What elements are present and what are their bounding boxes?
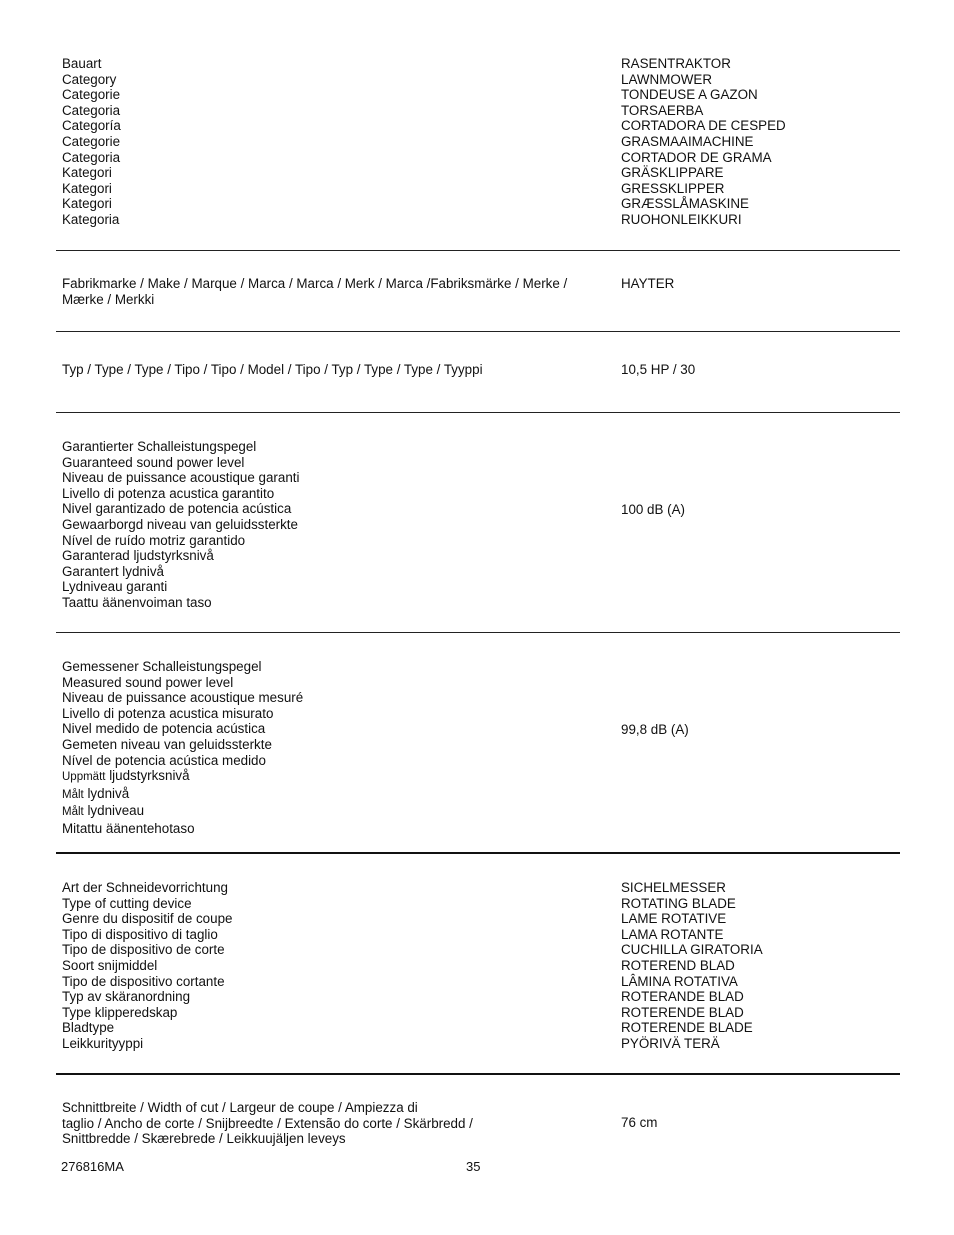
cutting-value: PYÖRIVÄ TERÄ	[621, 1035, 720, 1051]
category-values	[621, 56, 891, 228]
document-code: 276816MA	[61, 1159, 124, 1174]
category-label: Kategori	[62, 165, 112, 181]
guaranteed-label: Nivel garantizado de potencia acústica	[62, 501, 292, 517]
divider	[56, 331, 900, 332]
divider	[56, 412, 900, 413]
category-labels	[62, 56, 602, 228]
cutting-label: Art der Schneidevorrichtung	[62, 880, 228, 895]
cutting-label: Tipo de dispositivo cortante	[62, 973, 225, 989]
measured-labels	[62, 659, 602, 837]
measured-label-prefix: Målt	[62, 806, 84, 819]
guaranteed-label: Guaranteed sound power level	[62, 454, 245, 470]
measured-label-rest: lydniveau	[83, 803, 145, 819]
category-value: GRÆSSLÅMASKINE	[621, 196, 749, 212]
category-value: CORTADOR DE GRAMA	[621, 149, 772, 165]
category-label: Categoría	[62, 118, 121, 134]
guaranteed-label: Garantierter Schalleistungspegel	[62, 439, 257, 454]
cutting-value: SICHELMESSER	[621, 880, 726, 895]
cutting-label: Tipo di dispositivo di taglio	[62, 926, 218, 942]
guaranteed-value: 100 dB (A)	[621, 502, 686, 517]
cutting-value: ROTERANDE BLAD	[621, 989, 744, 1005]
measured-label	[62, 803, 602, 821]
category-value: LAWNMOWER	[621, 71, 713, 87]
guaranteed-label: Gewaarborgd niveau van geluidssterkte	[62, 516, 298, 532]
divider	[56, 250, 900, 251]
cutting-values	[621, 880, 891, 1052]
cutting-label: Leikkurityyppi	[62, 1035, 144, 1051]
category-label: Kategori	[62, 180, 112, 196]
category-label: Categoria	[62, 102, 121, 118]
cutting-label: Typ av skäranordning	[62, 989, 191, 1005]
measured-label: Livello di potenza acustica misurato	[62, 705, 274, 721]
category-value: TONDEUSE A GAZON	[621, 87, 758, 103]
measured-label: Measured sound power level	[62, 674, 234, 690]
guaranteed-label: Lydniveau garanti	[62, 579, 168, 595]
category-value: CORTADORA DE CESPED	[621, 118, 786, 134]
category-value: TORSAERBA	[621, 102, 704, 118]
measured-label	[62, 786, 602, 804]
guaranteed-label: Garanterad ljudstyrksnivå	[62, 548, 214, 564]
guaranteed-labels	[62, 439, 602, 611]
guaranteed-label: Taattu äänenvoiman taso	[62, 594, 212, 610]
category-label: Kategori	[62, 196, 112, 212]
cutting-label: Type of cutting device	[62, 895, 192, 911]
category-label: Categoria	[62, 149, 121, 165]
cutting-value: LAMA ROTANTE	[621, 926, 724, 942]
cutting-label: Genre du dispositif de coupe	[62, 911, 233, 927]
width-labels	[62, 1100, 602, 1147]
category-value: GRÄSKLIPPARE	[621, 165, 724, 181]
guaranteed-label: Nível de ruído motriz garantido	[62, 532, 246, 548]
category-value: RUOHONLEIKKURI	[621, 211, 742, 227]
cutting-label: Soort snijmiddel	[62, 957, 158, 973]
category-label: Categorie	[62, 87, 121, 103]
measured-label-rest: ljudstyrksnivå	[105, 768, 190, 784]
cutting-value: ROTATING BLADE	[621, 895, 736, 911]
measured-label: Nível de potencia acústica medido	[62, 752, 266, 768]
guaranteed-label: Garantert lydnivå	[62, 563, 164, 579]
width-label-line: Snittbredde / Skærebrede / Leikkuujäljen leveys	[62, 1131, 346, 1147]
category-value: GRASMAAIMACHINE	[621, 133, 754, 149]
width-label-line: taglio / Ancho de corte / Snijbreedte / Extensão do corte / Skärbredd /	[62, 1115, 473, 1131]
category-label: Bauart	[62, 56, 102, 71]
cutting-value: ROTEREND BLAD	[621, 957, 735, 973]
measured-label: Niveau de puissance acoustique mesuré	[62, 690, 304, 706]
measured-label-rest: lydnivå	[83, 785, 130, 801]
page-number: 35	[466, 1159, 481, 1174]
type-value: 10,5 HP / 30	[621, 362, 696, 377]
width-value: 76 cm	[621, 1115, 658, 1130]
measured-label: Mitattu äänentehotaso	[62, 820, 195, 836]
cutting-value: ROTERENDE BLAD	[621, 1004, 744, 1020]
divider	[56, 632, 900, 633]
category-value: RASENTRAKTOR	[621, 56, 731, 71]
cutting-label: Bladtype	[62, 1020, 115, 1036]
cutting-labels	[62, 880, 602, 1052]
measured-label: Nivel medido de potencia acústica	[62, 721, 266, 737]
measured-label	[62, 768, 602, 786]
width-label-line: Schnittbreite / Width of cut / Largeur de coupe / Ampiezza di	[62, 1100, 418, 1115]
divider	[56, 852, 900, 854]
cutting-value: LAME ROTATIVE	[621, 911, 727, 927]
divider	[56, 1073, 900, 1075]
measured-label-prefix: Uppmätt	[62, 771, 106, 784]
category-label: Kategoria	[62, 211, 120, 227]
cutting-value: CUCHILLA GIRATORIA	[621, 942, 763, 958]
cutting-label: Type klipperedskap	[62, 1004, 178, 1020]
make-value: HAYTER	[621, 276, 675, 291]
cutting-value: ROTERENDE BLADE	[621, 1020, 753, 1036]
measured-value: 99,8 dB (A)	[621, 722, 689, 737]
type-label: Typ / Type / Type / Tipo / Tipo / Model / Tipo / Typ / Type / Type / Tyyppi	[62, 362, 483, 377]
measured-label-prefix: Målt	[62, 788, 84, 801]
category-label: Category	[62, 71, 117, 87]
guaranteed-label: Niveau de puissance acoustique garanti	[62, 470, 300, 486]
category-value: GRESSKLIPPER	[621, 180, 725, 196]
measured-label: Gemessener Schalleistungspegel	[62, 659, 262, 674]
cutting-value: LÂMINA ROTATIVA	[621, 973, 738, 989]
measured-label: Gemeten niveau van geluidssterkte	[62, 736, 272, 752]
make-label: Fabrikmarke / Make / Marque / Marca / Marca / Merk / Marca /Fabriksmärke / Merke / Mærke / Merkki	[62, 276, 568, 307]
cutting-label: Tipo de dispositivo de corte	[62, 942, 225, 958]
category-label: Categorie	[62, 133, 121, 149]
guaranteed-label: Livello di potenza acustica garantito	[62, 485, 275, 501]
